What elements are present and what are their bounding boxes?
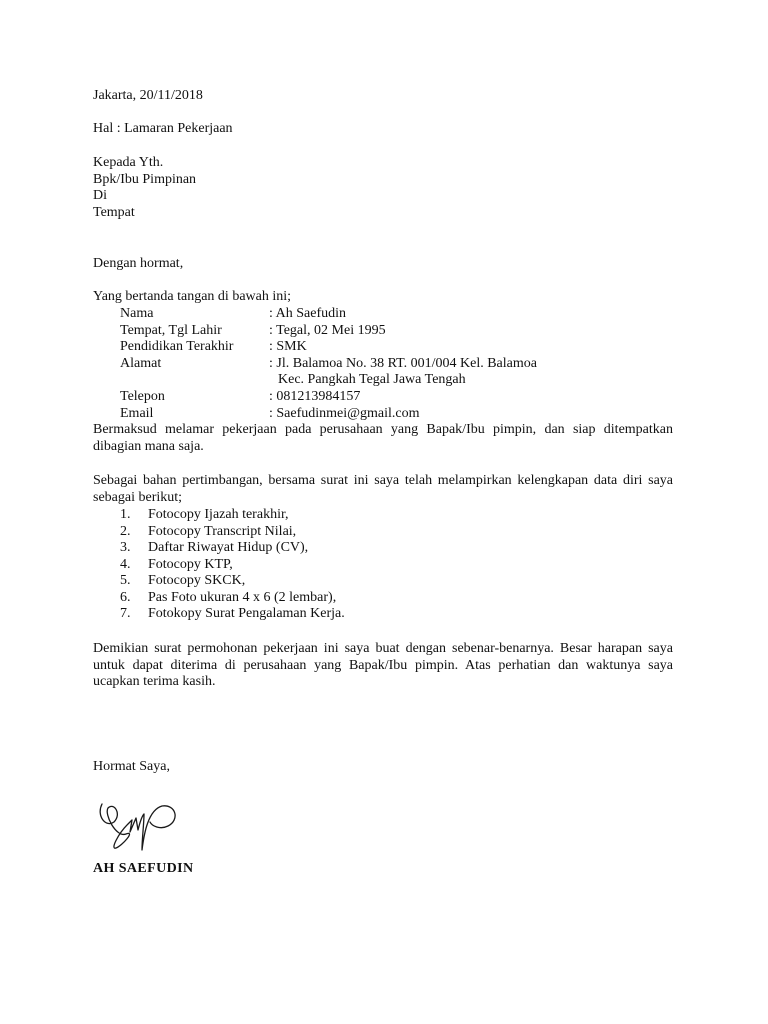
list-text: Fotocopy SKCK,: [148, 573, 246, 588]
address-continuation: Kec. Pangkah Tegal Jawa Tengah: [278, 372, 466, 387]
signature-image: [92, 794, 184, 852]
field-value: : 081213984157: [269, 389, 361, 404]
field-row: [120, 306, 680, 323]
date-line: Jakarta, 20/11/2018: [93, 88, 203, 103]
subject-line: Hal : Lamaran Pekerjaan: [93, 121, 233, 136]
field-value: : Jl. Balamoa No. 38 RT. 001/004 Kel. Balamoa: [269, 356, 537, 371]
purpose-paragraph: Bermaksud melamar pekerjaan pada perusahaan yang Bapak/Ibu pimpin, dan siap ditempatkan dibagian mana saja.: [93, 422, 673, 454]
list-number: 5.: [120, 573, 131, 588]
greeting: Dengan hormat,: [93, 256, 184, 271]
field-row: [120, 389, 680, 406]
field-row: [120, 406, 680, 423]
recipient-block: [93, 155, 673, 221]
list-number: 2.: [120, 524, 131, 539]
list-number: 1.: [120, 507, 131, 522]
field-value: : Saefudinmei@gmail.com: [269, 406, 420, 421]
list-text: Pas Foto ukuran 4 x 6 (2 lembar),: [148, 590, 337, 605]
list-text: Fotocopy Ijazah terakhir,: [148, 507, 289, 522]
list-number: 7.: [120, 606, 131, 621]
field-label: Email: [120, 406, 154, 421]
recipient-line: Di: [93, 188, 107, 203]
field-label: Telepon: [120, 389, 165, 404]
list-text: Fotocopy Transcript Nilai,: [148, 524, 297, 539]
list-text: Fotokopy Surat Pengalaman Kerja.: [148, 606, 345, 621]
list-number: 4.: [120, 557, 131, 572]
field-label: Nama: [120, 306, 154, 321]
field-row: [120, 356, 680, 373]
closing-paragraph: Demikian surat permohonan pekerjaan ini saya buat dengan sebenar-benarnya. Besar harapan saya untuk dapat diterima di perusahaan yang Bapak/Ibu pimpin. Atas perhatian dan waktunya saya ucapkan terima kasih.: [93, 641, 673, 689]
list-number: 6.: [120, 590, 131, 605]
field-row: [120, 339, 680, 356]
recipient-line: Kepada Yth.: [93, 155, 164, 170]
list-text: Daftar Riwayat Hidup (CV),: [148, 540, 309, 555]
list-number: 3.: [120, 540, 131, 555]
field-row: [120, 323, 680, 340]
intro-line: Yang bertanda tangan di bawah ini;: [93, 289, 292, 304]
recipient-line: Bpk/Ibu Pimpinan: [93, 171, 197, 187]
field-value: : SMK: [269, 339, 307, 354]
field-label: Pendidikan Terakhir: [120, 339, 234, 354]
list-text: Fotocopy KTP,: [148, 557, 233, 572]
recipient-line: Tempat: [93, 204, 135, 220]
field-label: Alamat: [120, 356, 162, 371]
field-value: : Tegal, 02 Mei 1995: [269, 323, 386, 338]
field-value: : Ah Saefudin: [269, 306, 346, 321]
field-label: Tempat, Tgl Lahir: [120, 323, 222, 338]
attachments-intro: Sebagai bahan pertimbangan, bersama surat ini saya telah melampirkan kelengkapan data diri saya sebagai berikut;: [93, 473, 673, 505]
signer-name: AH SAEFUDIN: [93, 861, 194, 876]
sign-off: Hormat Saya,: [93, 759, 170, 774]
